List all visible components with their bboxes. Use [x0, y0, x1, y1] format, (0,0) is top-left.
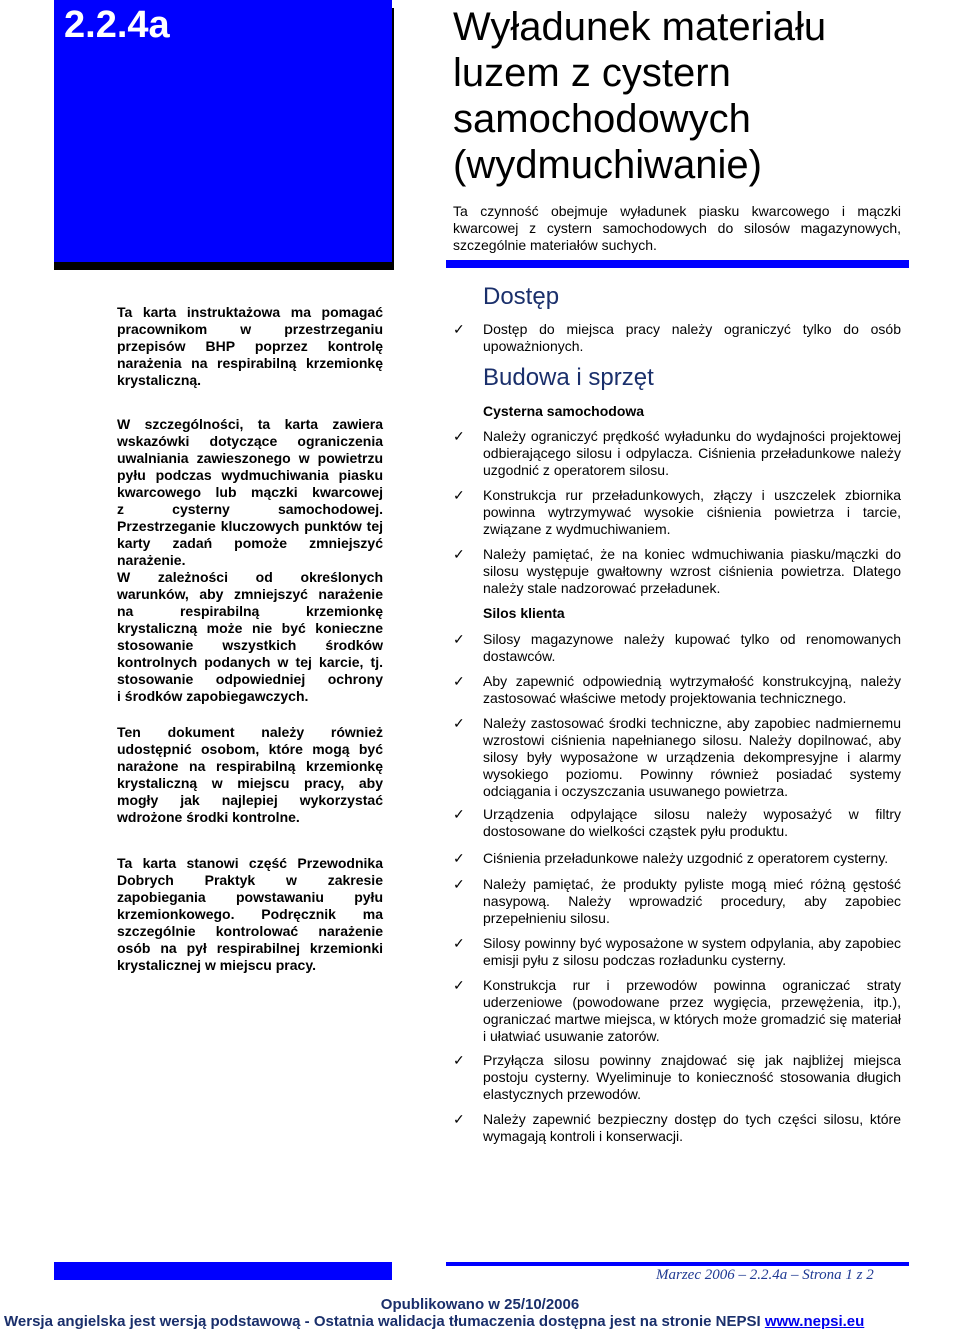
text-line: osób na pył respirabilnej krzemionki: [117, 940, 383, 956]
text-line: uwalniania zawieszonego w powietrzu: [117, 450, 383, 466]
checkmark-icon: ✓: [453, 673, 465, 689]
text-line: z cysterny samochodowej.: [117, 501, 383, 517]
text-line: krystaliczną w miejscu pracy, aby: [117, 775, 383, 791]
code-box-shadow-bottom: [54, 262, 394, 270]
checkmark-icon: ✓: [453, 715, 465, 731]
tanker-heading: Cysterna samochodowa: [483, 403, 645, 419]
version-note-text: Wersja angielska jest wersją podstawową - Ostatnia walidacja tłumaczenia dostępna jest na stronie NEPSI: [4, 1313, 761, 1330]
intro-text: Ta czynność obejmuje wyładunek piasku kwarcowego i mączki kwarcowej z cystern samochodowych do silosów magazynowych, szczególnie materiałów suchych.: [453, 203, 901, 253]
text-line: narażone na respirabilną krzemionkę: [117, 758, 383, 774]
title-line: Wyładunek materiału: [453, 5, 827, 49]
text-line: kwarcowego lub mączki kwarcowej: [117, 484, 383, 500]
access-heading: Dostęp: [483, 283, 560, 310]
card-code: 2.2.4a: [64, 4, 170, 46]
checkmark-icon: ✓: [453, 1052, 465, 1068]
text-line: krystalicznej w miejscu pracy.: [117, 957, 316, 973]
silo-heading: Silos klienta: [483, 605, 565, 621]
text-line: stosowanie odpowiedniej ochrony: [117, 671, 383, 687]
text-line: krystaliczną może nie być konieczne: [117, 620, 383, 636]
list-item-text: Urządzenia odpylające silosu należy wyposażyć w filtry dostosowane do wielkości cząstek pyłu produktu.: [483, 806, 901, 839]
text-line: W szczególności, ta karta zawiera: [117, 416, 383, 432]
checkmark-icon: ✓: [453, 935, 465, 951]
checkmark-icon: ✓: [453, 487, 465, 503]
text-line: na respirabilną krzemionkę: [117, 603, 383, 619]
code-box-shadow: [392, 8, 394, 270]
published-date: Opublikowano w 25/10/2006: [380, 1296, 580, 1313]
list-item-text: Należy pamiętać, że produkty pyliste mogą mieć różną gęstość nasypową. Należy wprowadzić procedury, aby zapobiec przepełnieniu silosu.: [483, 876, 901, 926]
text-line: pracownikom w przestrzeganiu: [117, 321, 383, 337]
version-note: [4, 1313, 960, 1330]
text-line: wskazówki dotyczące ograniczenia: [117, 433, 383, 449]
text-line: narażenia na respirabilną krzemionkę: [117, 355, 383, 371]
footer-divider: [446, 1262, 909, 1266]
checkmark-icon: ✓: [453, 631, 465, 647]
text-line: zapobiegania powstawaniu pyłu: [117, 889, 383, 905]
code-box: [54, 0, 392, 262]
text-line: przepisów BHP poprzez kontrolę: [117, 338, 383, 354]
left-paragraph-audience: [117, 724, 383, 826]
list-item-text: Konstrukcja rur przeładunkowych, złączy i uszczelek zbiornika powinna wytrzymywać wysokie ciśnienia powietrza i tarcie, związane z wydmuchiwaniem.: [483, 487, 901, 537]
checkmark-icon: ✓: [453, 428, 465, 444]
text-line: W zależności od określonych: [117, 569, 383, 585]
text-line: szczególnie kontrolować narażenie: [117, 923, 383, 939]
text-line: Dobrych Praktyk w zakresie: [117, 872, 383, 888]
text-line: Ta karta stanowi część Przewodnika: [117, 855, 383, 871]
text-line: Ta karta instruktażowa ma pomagać: [117, 304, 383, 320]
list-item-text: Przyłącza silosu powinny znajdować się jak najbliżej miejsca postoju cysterny. Wyeliminuje to konieczność stosowania długich elastycznych przewodów.: [483, 1052, 901, 1102]
left-paragraph-details: [117, 416, 383, 705]
page-title: [453, 4, 923, 188]
text-line: Ten dokument należy również: [117, 724, 383, 740]
header-divider: [446, 260, 909, 268]
title-line: luzem z cystern: [453, 51, 731, 95]
list-item-text: Należy zastosować środki techniczne, aby zapobiec nadmiernemu wzrostowi ciśnienia napełnianego silosu. Należy dopilnować, aby silosy były wyposażone w urządzenia dekompresyjne i alarmy wysokiego poziomu. Powinny również posiadać systemy odciągania i oczyszczania usuwanego powietrza.: [483, 715, 901, 799]
footer-bar: [54, 1262, 392, 1280]
page-info: Marzec 2006 – 2.2.4a – Strona 1 z 2: [656, 1267, 874, 1283]
left-paragraph-guide: [117, 855, 383, 974]
text-line: wdrożone środki kontrolne.: [117, 809, 300, 825]
text-line: i środków zapobiegawczych.: [117, 688, 309, 704]
title-line: samochodowych: [453, 97, 751, 141]
text-line: mogły jak najlepiej wykorzystać: [117, 792, 383, 808]
nepsi-link[interactable]: www.nepsi.eu: [764, 1313, 865, 1330]
checkmark-icon: ✓: [453, 977, 465, 993]
equipment-heading: Budowa i sprzęt: [483, 364, 654, 391]
text-line: warunków, aby zmniejszyć narażenie: [117, 586, 383, 602]
text-line: stosowanie wszystkich środków: [117, 637, 383, 653]
text-line: narażenie.: [117, 552, 186, 568]
checkmark-icon: ✓: [453, 806, 465, 822]
list-item-text: Należy pamiętać, że na koniec wdmuchiwania piasku/mączki do silosu występuje gwałtowny wzrost ciśnienia powietrza. Dlatego należy stale nadzorować przeładunek.: [483, 546, 901, 596]
list-item-text: Należy zapewnić bezpieczny dostęp do tych części silosu, które wymagają kontroli i konserwacji.: [483, 1111, 901, 1144]
text-line: krzemionkowego. Podręcznik ma: [117, 906, 383, 922]
list-item-text: Dostęp do miejsca pracy należy ograniczyć tylko do osób upoważnionych.: [483, 321, 901, 354]
list-item-text: Silosy powinny być wyposażone w system odpylania, aby zapobiec emisji pyłu z silosu podczas rozładunku cysterny.: [483, 935, 901, 968]
checkmark-icon: ✓: [453, 850, 465, 866]
left-paragraph-purpose: [117, 304, 383, 389]
list-item-text: Aby zapewnić odpowiednią wytrzymałość konstrukcyjną, należy zastosować właściwe metody projektowania technicznego.: [483, 673, 901, 706]
title-line: (wydmuchiwanie): [453, 143, 762, 187]
text-line: Przestrzeganie kluczowych punktów tej: [117, 518, 383, 534]
list-item-text: Konstrukcja rur i przewodów powinna ograniczać straty uderzeniowe (powodowane przez wygięcia, przewężenia, itp.), ograniczać martwe miejsca, w których może gromadzić się materiał i ułatwiać usuwanie zatorów.: [483, 977, 901, 1044]
checkmark-icon: ✓: [453, 321, 465, 337]
checkmark-icon: ✓: [453, 876, 465, 892]
text-line: kontrolnych podanych w tej karcie, tj.: [117, 654, 383, 670]
text-line: pyłu podczas wydmuchiwania piasku: [117, 467, 383, 483]
list-item-text: Silosy magazynowe należy kupować tylko od renomowanych dostawców.: [483, 631, 901, 664]
list-item-text: Należy ograniczyć prędkość wyładunku do wydajności projektowej odbierającego silosu i odpylacza. Ciśnienia przeładunkowe należy uzgodnić z operatorem silosu.: [483, 428, 901, 478]
text-line: udostępnić osobom, które mogą być: [117, 741, 383, 757]
list-item-text: Ciśnienia przeładunkowe należy uzgodnić z operatorem cysterny.: [483, 850, 889, 866]
text-line: krystaliczną.: [117, 372, 202, 388]
checkmark-icon: ✓: [453, 546, 465, 562]
checkmark-icon: ✓: [453, 1111, 465, 1127]
text-line: karty zadań pomoże zmniejszyć: [117, 535, 383, 551]
